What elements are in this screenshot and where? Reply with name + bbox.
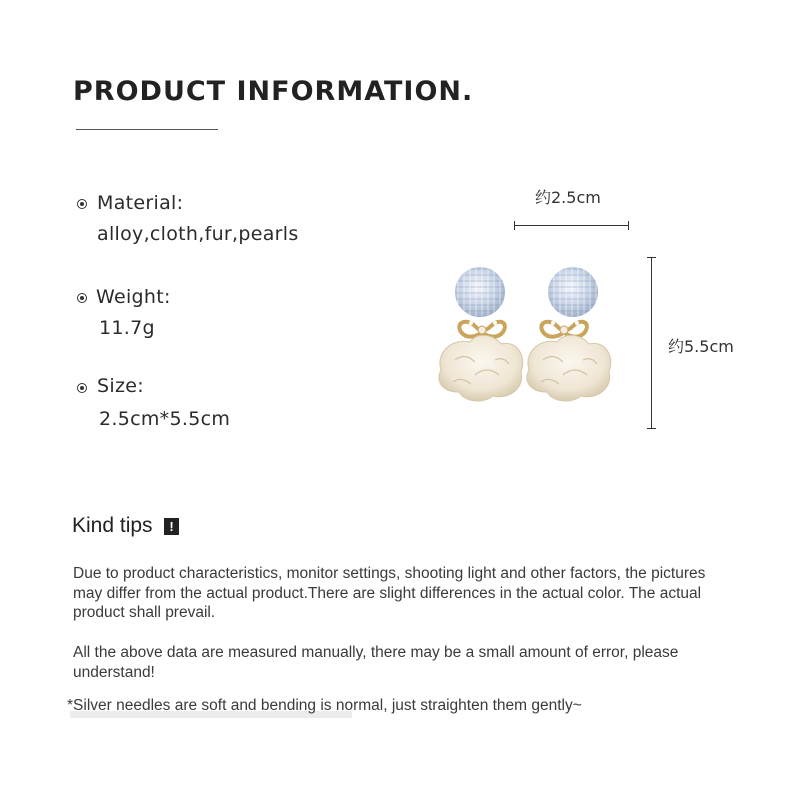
material-value: alloy,cloth,fur,pearls: [97, 223, 299, 245]
width-dimension-line: [514, 225, 629, 226]
height-dimension-tick: [647, 257, 656, 258]
size-value: 2.5cm*5.5cm: [99, 408, 231, 430]
width-dimension-tick: [628, 221, 629, 230]
title-divider: [76, 129, 218, 130]
disclaimer-color: Due to product characteristics, monitor settings, shooting light and other factors, the pictures may differ from the actual product.There are slight differences in the actual color. The actual product shall prevail.: [73, 565, 706, 621]
bullet-icon: [77, 199, 87, 209]
width-dimension-tick: [514, 221, 515, 230]
needle-note: *Silver needles are soft and bending is normal, just straighten them gently~: [67, 697, 582, 714]
height-dimension-line: [651, 257, 652, 429]
weight-label: Weight:: [96, 286, 171, 308]
right-earring: [527, 267, 611, 401]
earrings-image: [425, 260, 630, 410]
material-label: Material:: [97, 192, 184, 214]
kind-tips-heading: Kind tips: [72, 514, 153, 537]
width-dimension-label: 约2.5cm: [535, 188, 601, 207]
disclaimer-measurement: All the above data are measured manually, there may be a small amount of error, please understand!: [73, 644, 679, 681]
exclamation-icon: !: [164, 518, 179, 535]
bullet-icon: [77, 383, 87, 393]
height-dimension-label: 约5.5cm: [668, 337, 734, 356]
height-dimension-tick: [647, 428, 656, 429]
bullet-icon: [77, 293, 87, 303]
size-label: Size:: [97, 375, 144, 397]
weight-value: 11.7g: [99, 317, 155, 339]
left-earring: [439, 267, 523, 401]
page-title: PRODUCT INFORMATION.: [73, 76, 474, 107]
